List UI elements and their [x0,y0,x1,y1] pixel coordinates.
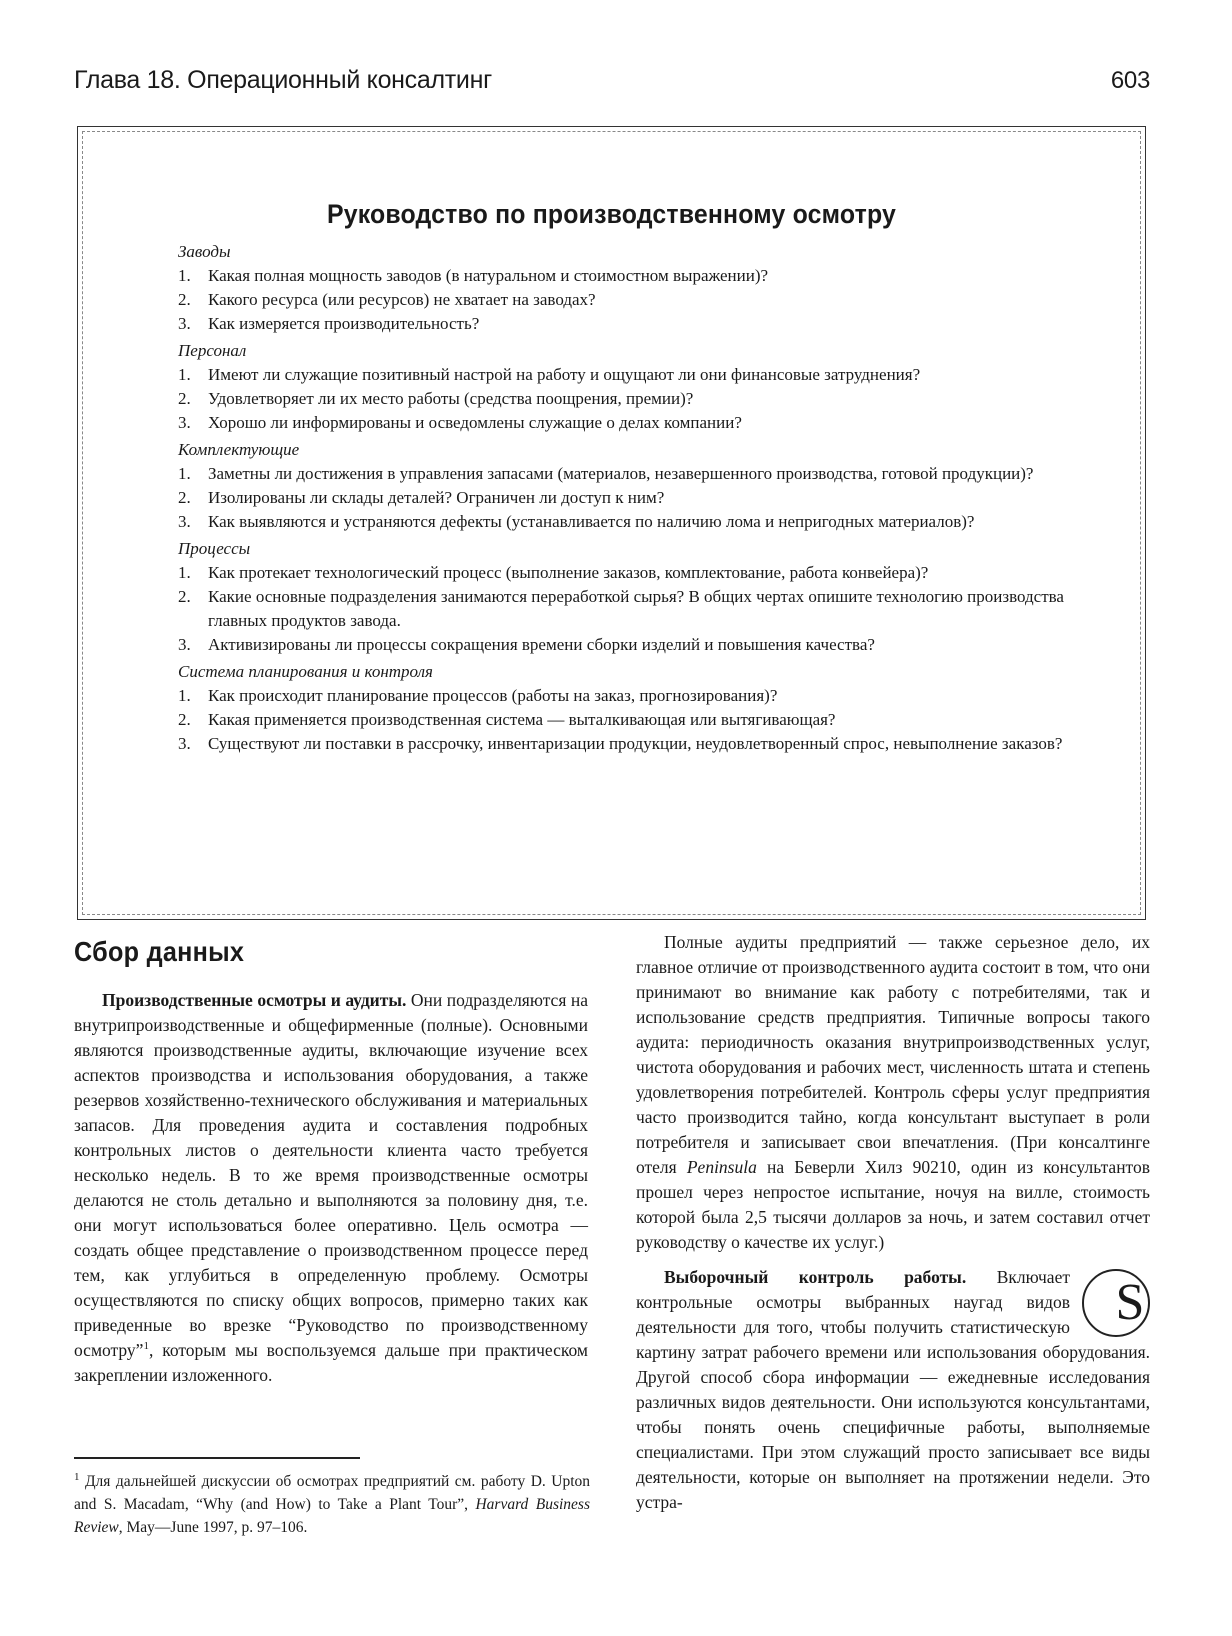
question-number: 1. [178,365,191,384]
runin-heading: Производственные осмотры и аудиты. [102,990,407,1010]
right-column [636,930,1150,1515]
footnote [74,1470,590,1539]
question-item [178,288,1078,312]
question-text: Как протекает технологический процесс (выполнение заказов, комплектование, работа конвейера)? [208,563,929,582]
question-item [178,708,1078,732]
question-item [178,684,1078,708]
question-text: Как происходит планирование процессов (работы на заказ, прогнозирования)? [208,686,778,705]
question-text: Изолированы ли склады деталей? Ограничен ли доступ к ним? [208,488,665,507]
paragraph-text: Они подразделяются на внутрипроизводственные и общефирменные (полные). Основными являются производственные аудиты, включающие изучение всех аспектов производства и использования оборудования, а также резервов хозяйственно-технического обслуживания и материальных запасов. Для проведения аудита и составления подробных контрольных листов о деятельности клиента часто требуется несколько недель. В то же время производственные осмотры делаются не столь детально и выполняются за половину дня, т.е. они могут использоваться более оперативно. Цель осмотра — создать общее представление о производственном процессе перед тем, как углубиться в определенную проблему. Осмотры осуществляются по списку общих вопросов, примерно таких как приведенные во врезке “Руководство по производственному осмотру” [74,990,588,1360]
question-number: 3. [178,413,191,432]
question-item [178,633,1078,657]
question-item [178,561,1078,585]
question-text: Имеют ли служащие позитивный настрой на работу и ощущают ли они финансовые затруднения? [208,365,921,384]
question-number: 2. [178,488,191,507]
question-item [178,387,1078,411]
sidebar-box [77,126,1146,920]
category-heading: Заводы [178,242,231,261]
question-item [178,510,1078,534]
question-list [178,561,1078,657]
question-list [178,684,1078,756]
footnote-text: Для дальнейшей дискуссии об осмотрах предприятий см. работу D. Upton and S. Macadam, “Why (and How) to Take a Plant Tour”, [74,1473,590,1513]
question-text: Хорошо ли информированы и осведомлены служащие о делах компании? [208,413,742,432]
question-text: Какая применяется производственная система — выталкивающая или вытягивающая? [208,710,836,729]
question-text: Какого ресурса (или ресурсов) не хватает на заводах? [208,290,596,309]
question-text: Какие основные подразделения занимаются переработкой сырья? В общих чертах опишите технологию производства главных продуктов завода. [208,587,1064,630]
dropcap-s-icon: S [1082,1269,1150,1337]
question-text: Существуют ли поставки в рассрочку, инвентаризации продукции, неудовлетворенный спрос, невыполнение заказов? [208,734,1063,753]
paragraph-sampling [636,1265,1150,1515]
category-heading: Персонал [178,341,247,360]
question-item [178,312,1078,336]
question-text: Как выявляются и устраняются дефекты (устанавливается по наличию лома и непригодных материалов)? [208,512,975,531]
question-number: 1. [178,563,191,582]
question-number: 2. [178,587,191,606]
question-item [178,462,1078,486]
question-list [178,363,1078,435]
question-number: 2. [178,290,191,309]
question-item [178,486,1078,510]
question-text: Какая полная мощность заводов (в натуральном и стоимостном выражении)? [208,266,769,285]
category-heading: Комплектующие [178,440,300,459]
category-heading: Система планирования и контроля [178,662,433,681]
sidebar-title: Руководство по производственному осмотру [327,199,896,229]
question-number: 2. [178,710,191,729]
left-column [74,988,588,1388]
question-text: Удовлетворяет ли их место работы (средства поощрения, премии)? [208,389,694,408]
runin-heading: Выборочный контроль работы. [664,1267,967,1287]
footnote-mark: 1 [74,1470,80,1483]
chapter-title: Глава 18. Операционный консалтинг [74,66,492,94]
question-item [178,585,1078,633]
footnote-text: , May—June 1997, p. 97–106. [118,1519,308,1536]
category-heading: Процессы [178,539,251,558]
paragraph-text: Включает контрольные осмотры выбранных наугад видов деятельности для того, чтобы получить статистическую картину затрат рабочего времени или использования оборудования. Другой способ сбора информации — ежедневные исследования различных видов деятельности. Они используются консультантами, чтобы понять очень специфичные работы, выполняемые специалистами. При этом служащий просто записывает все виды деятельности, которые он выполняет на протяжении недели. Это устра- [636,1267,1150,1512]
paragraph-production-audits [74,988,588,1388]
question-list [178,462,1078,534]
hotel-name: Peninsula [686,1157,757,1177]
question-text: Как измеряется производительность? [208,314,480,333]
question-number: 3. [178,635,191,654]
paragraph-text: Полные аудиты предприятий — также серьезное дело, их главное отличие от производственного аудита состоит в том, что они принимают во внимание как работу с потребителями, так и использование средств предприятия. Типичные вопросы такого аудита: периодичность оказания внутрипроизводственных услуг, чистота оборудования и рабочих мест, численность штата и степень удовлетворения потребителей. Контроль сферы услуг предприятия часто производится тайно, когда консультант выступает в роли потребителя и записывает свои впечатления. (При консалтинге отеля [636,932,1150,1177]
question-number: 3. [178,734,191,753]
question-item [178,264,1078,288]
question-number: 1. [178,686,191,705]
journal-name: Harvard Business Review [74,1496,590,1536]
question-list [178,264,1078,336]
question-number: 1. [178,266,191,285]
sidebar-content [178,237,1078,756]
question-item [178,363,1078,387]
question-item [178,732,1078,756]
question-item [178,411,1078,435]
paragraph-full-audits [636,930,1150,1255]
question-text: Активизированы ли процессы сокращения времени сборки изделий и повышения качества? [208,635,875,654]
paragraph-text: , которым мы воспользуемся дальше при практическом закреплении изложенного. [74,1340,588,1385]
footnote-divider [74,1457,360,1459]
running-head [74,66,1150,106]
paragraph-text: на Беверли Хилз 90210, один из консультантов прошел через непростое испытание, ночуя на вилле, стоимость которой была 2,5 тысячи долларов за ночь, и затем составил отчет руководству о качестве их услуг.) [636,1157,1150,1252]
question-number: 3. [178,314,191,333]
question-number: 3. [178,512,191,531]
page-number: 603 [1110,67,1150,94]
section-heading: Сбор данных [74,936,245,967]
question-text: Заметны ли достижения в управления запасами (материалов, незавершенного производства, готовой продукции)? [208,464,1034,483]
footnote-ref[interactable]: 1 [143,1340,149,1353]
question-number: 2. [178,389,191,408]
question-number: 1. [178,464,191,483]
